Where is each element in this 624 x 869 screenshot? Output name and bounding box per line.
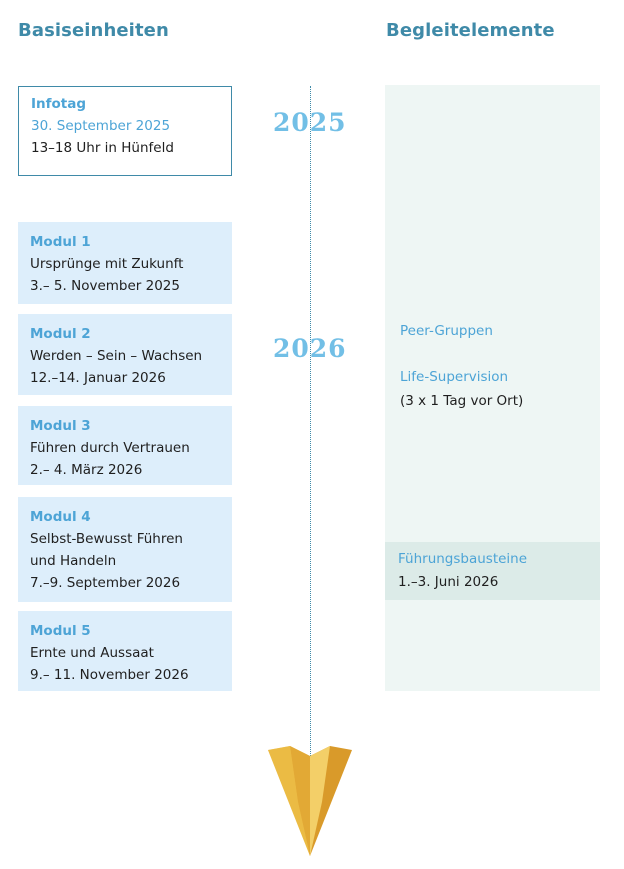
module-5-box: [18, 611, 232, 691]
year-2026: 2026: [273, 334, 347, 363]
infotag-date: 30. September 2025: [31, 118, 171, 134]
module-topic: Führen durch Vertrauen: [30, 440, 190, 456]
module-date: 12.–14. Januar 2026: [30, 370, 166, 386]
year-2025: 2025: [273, 108, 347, 137]
module-date: 7.–9. September 2026: [30, 575, 181, 591]
module-topic: Ernte und Aussaat: [30, 645, 154, 661]
module-4-box: [18, 497, 232, 602]
fuehrungsbausteine-label: Führungsbausteine: [398, 551, 528, 567]
life-supervision-label: Life-Supervision: [400, 369, 509, 385]
module-date: 2.– 4. März 2026: [30, 462, 143, 478]
module-title: Modul 4: [30, 509, 91, 525]
module-topic: Ursprünge mit Zukunft: [30, 256, 184, 272]
peer-gruppen-label: Peer-Gruppen: [400, 323, 493, 339]
module-date: 3.– 5. November 2025: [30, 278, 180, 294]
module-topic: Selbst-Bewusst Führen: [30, 531, 183, 547]
heading-begleitelemente: Begleitelemente: [386, 20, 555, 41]
module-date: 9.– 11. November 2026: [30, 667, 189, 683]
module-3-box: [18, 406, 232, 485]
module-title: Modul 5: [30, 623, 91, 639]
heading-basiseinheiten: Basiseinheiten: [18, 20, 169, 41]
module-topic: Werden – Sein – Wachsen: [30, 348, 203, 364]
accompanying-panel: [385, 85, 600, 691]
infotag-box: [18, 86, 232, 176]
infotag-time: 13–18 Uhr in Hünfeld: [31, 140, 174, 156]
module-topic-cont: und Handeln: [30, 553, 117, 569]
module-2-box: [18, 314, 232, 395]
module-title: Modul 1: [30, 234, 91, 250]
pendulum-icon: [268, 742, 354, 858]
infotag-title: Infotag: [31, 96, 87, 112]
module-title: Modul 3: [30, 418, 91, 434]
module-title: Modul 2: [30, 326, 91, 342]
timeline-line: [310, 86, 311, 776]
life-supervision-detail: (3 x 1 Tag vor Ort): [400, 393, 524, 409]
fuehrungsbausteine-date: 1.–3. Juni 2026: [398, 574, 499, 590]
module-1-box: [18, 222, 232, 304]
